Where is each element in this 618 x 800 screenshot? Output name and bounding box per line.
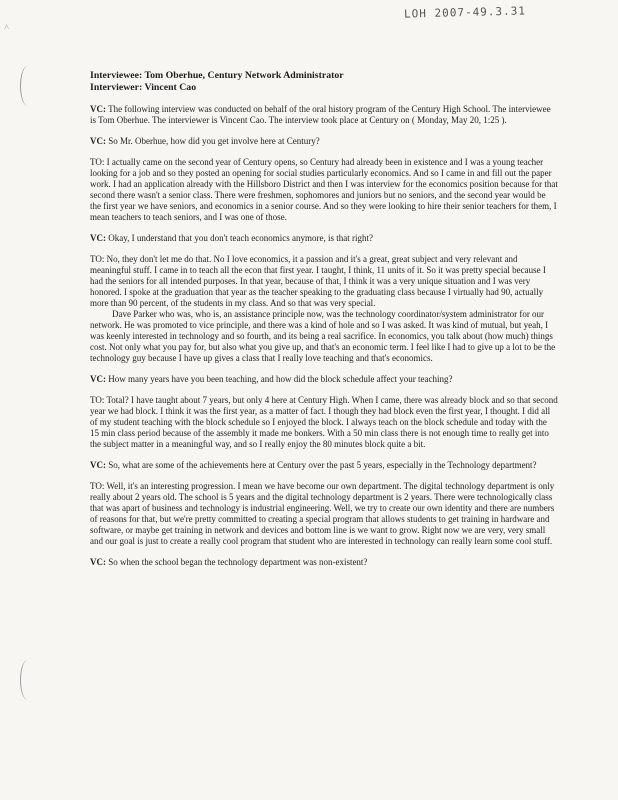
transcript-paragraph xyxy=(90,374,558,385)
transcript-paragraph xyxy=(90,136,558,147)
paragraph-text: So Mr. Oberhue, how did you get involve here at Century? xyxy=(108,136,320,146)
punch-hole-top xyxy=(20,66,35,106)
speaker-label: VC: xyxy=(90,233,106,243)
paragraph-text: I actually came on the second year of Century opens, so Century had already been in existence and I was a young teacher looking for a job and so they posted an opening for social studies particularly economics. And so I came in and fill out the paper work. I had an application already with the Hillsboro District and then I was interview for the economics position because for that second there wasn't a senior class. There were freshmen, sophomores and juniors but no seniors, and the second year would be the first year we have seniors, and economics in a senior course. And so they were looking to hire their senior teachers for them, I mean teachers to teach seniors, and I was one of those. xyxy=(90,157,558,222)
interviewer-heading: Interviewer: Vincent Cao xyxy=(90,81,197,93)
paragraph-text: Dave Parker who was, who is, an assistance principle now, was the technology coordinator/system administrator for our network. He was promoted to vice principle, and there was a kind of hole and so I was asked. It was kind of mutual, but yeah, I was keenly interested in technology and so fourth, and its being a real sacrifice. In economics, you talk about (how much) things cost. Not only what you pay for, but also what you give up, and that's an economic term. I feel like I had to give up a lot to be the technology guy because I have up gives a class that I really love teaching and that's economics. xyxy=(90,309,556,363)
speaker-label: TO: xyxy=(90,157,105,167)
paragraph-text: So, what are some of the achievements here at Century over the past 5 years, especially in the Technology department? xyxy=(108,460,537,470)
transcript-paragraphs xyxy=(90,104,558,568)
paragraph-text: How many years have you been teaching, and how did the block schedule affect your teaching? xyxy=(108,374,453,384)
interviewee-heading: Interviewee: Tom Oberhue, Century Network Administrator xyxy=(90,70,344,81)
speaker-label: TO: xyxy=(90,395,105,405)
corner-mark: ˄ xyxy=(4,22,10,32)
paragraph-text: So when the school began the technology department was non-existent? xyxy=(108,557,368,567)
paragraph-text: Well, it's an interesting progression. I mean we have become our own department. The digital technology department is only really about 2 years old. The school is 5 years and the digital technology department is 2 years. There were technologically class that was apart of business and technology is industrial engineering. Well, we try to create our own identity and there are numbers of reasons for that, but we're pretty committed to creating a special program that allows students to get training in hardware and software, or maybe get training in network and devices and bottom line is we want to grow. Right now we are very, very small and our goal is just to create a really cool program that student who are interested in technology can really learn some cool stuff. xyxy=(90,481,555,546)
speaker-label: VC: xyxy=(90,557,106,567)
transcript-paragraph xyxy=(90,460,558,471)
transcript-paragraph xyxy=(90,395,558,450)
speaker-label: VC: xyxy=(90,374,106,384)
transcript-paragraph xyxy=(90,157,558,223)
punch-hole-bottom xyxy=(20,660,35,700)
speaker-label: TO: xyxy=(90,481,105,491)
transcript-paragraph xyxy=(90,233,558,244)
paragraph-text: The following interview was conducted on behalf of the oral history program of the Century High School. The interviewee is Tom Oberhue. The interviewer is Vincent Cao. The interview took place at Century on ( Monday, May 20, 1:25 ). xyxy=(90,104,551,125)
paragraph-text: No, they don't let me do that. No I love economics, it a passion and it's a great, great subject and very relevant and meaningful stuff. I came in to teach all the econ that first year. I taught, I think, 11 units of it. So it was pretty special because I had the seniors for all intended purposes. In that year, because of that, I think it was a very unique situation and I was very honored. I spoke at the graduation that year as the teacher speaking to the graduating class because I virtually had 90, actually more than 90 percent, of the students in my class. And so that was very special. xyxy=(90,254,546,308)
transcript-paragraph xyxy=(90,104,558,126)
transcript-body xyxy=(90,70,558,578)
transcript-paragraph xyxy=(90,557,558,568)
speaker-label: VC: xyxy=(90,460,106,470)
speaker-label: TO: xyxy=(90,254,105,264)
speaker-label: VC: xyxy=(90,104,106,114)
speaker-label: VC: xyxy=(90,136,106,146)
transcript-paragraph xyxy=(90,481,558,547)
paragraph-text: Okay, I understand that you don't teach economics anymore, is that right? xyxy=(108,233,373,243)
accession-number: LOH 2007-49.3.31 xyxy=(403,4,527,21)
transcript-paragraph xyxy=(90,309,558,364)
transcript-paragraph xyxy=(90,254,558,309)
paragraph-text: Total? I have taught about 7 years, but only 4 here at Century High. When I came, there was already block and so that second year we had block. I think it was the first year, as a matter of fact. I though they had block even the first year, I thought. I did all of my student teaching with the block schedule so I enjoyed the block. I always teach on the block schedule and today with the 15 min class period because of the assembly it made me bonkers. With a 50 min class there is not enough time to really get into the subject matter in a meaningful way, and so I really enjoy the 80 minutes block quite a bit. xyxy=(90,395,558,449)
